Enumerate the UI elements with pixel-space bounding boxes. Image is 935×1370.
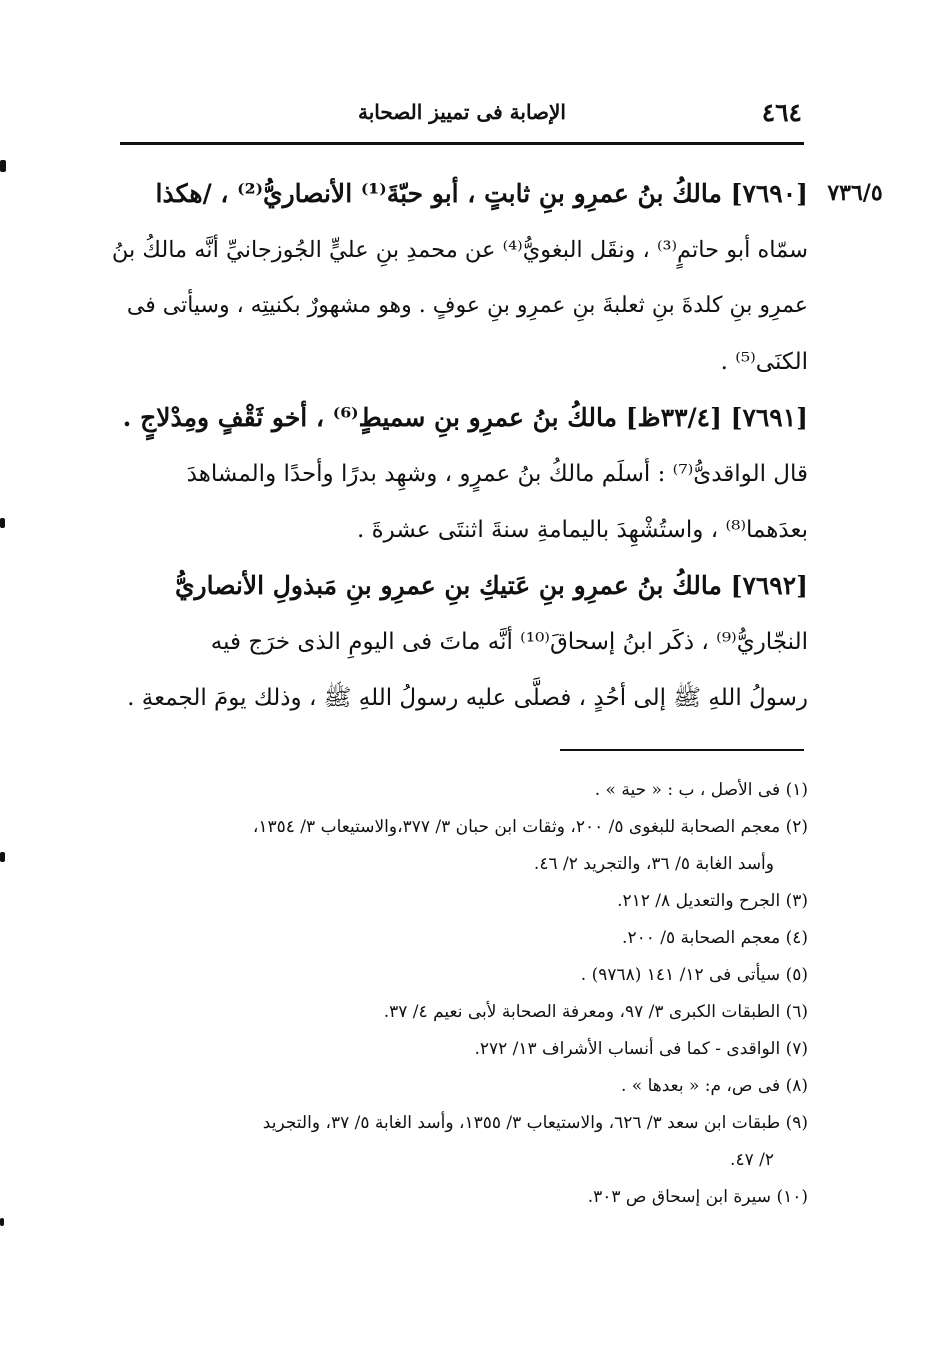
footnote-9: (٩) طبقات ابن سعد ٣/ ٦٢٦، والاستيعاب ٣/ ١٣٥٥، وأسد الغابة ٥/ ٣٧، والتجريد: [262, 1113, 808, 1133]
footnote-9-continued: ٢/ ٤٧.: [730, 1150, 774, 1170]
footnote-4: (٤) معجم الصحابة ٥/ ٢٠٠.: [622, 928, 808, 948]
scan-mark: [0, 852, 5, 862]
scan-mark: [0, 518, 5, 528]
entry-7692-line-1: [٧٦٩٢] مالكُ بنُ عمرِو بنِ عَتيكِ بنِ عمرِو بنِ مَبذولِ الأنصاريُّ: [174, 571, 808, 600]
footnote-7: (٧) الواقدى - كما فى أنساب الأشراف ١٣/ ٢٧٢.: [474, 1039, 808, 1059]
footnote-separator: [560, 749, 804, 751]
book-title: الإصابة فى تمييز الصحابة: [358, 100, 566, 124]
footnote-2: (٢) معجم الصحابة للبغوى ٥/ ٢٠٠، وثقات ابن حبان ٣/ ٣٧٧،والاستيعاب ٣/ ١٣٥٤،: [252, 817, 808, 837]
footnote-8: (٨) فى ص، م: « بعدها » .: [620, 1076, 808, 1096]
running-head: [118, 98, 806, 134]
scan-mark: [0, 160, 6, 172]
footnote-1: (١) فى الأصل ، ب : « حية » .: [594, 780, 808, 800]
footnote-10: (١٠) سيرة ابن إسحاق ص ٣٠٣.: [587, 1187, 808, 1207]
footnote-3: (٣) الجرح والتعديل ٨/ ٢١٢.: [617, 891, 808, 911]
page-number: ٤٦٤: [761, 98, 802, 127]
entry-7692-line-2: النجّاريُّ⁽⁹⁾ ، ذكَر ابنُ إسحاقَ⁽¹⁰⁾ أنَّه ماتَ فى اليومِ الذى خرَج فيه: [210, 629, 808, 655]
entry-7692-line-3: رسولُ اللهِ ﷺ إلى أحُدٍ ، فصلَّى عليه رسولُ اللهِ ﷺ ، وذلك يومَ الجمعةِ .: [127, 685, 808, 711]
entry-7690-line-1: [٧٦٩٠] مالكُ بنُ عمرِو بنِ ثابتٍ ، أبو حبّةَ⁽¹⁾ الأنصاريُّ⁽²⁾ ، /هكذا: [155, 179, 808, 208]
entry-7690-line-3: عمرِو بنِ كلدةَ بنِ ثعلبةَ بنِ عمرِو بنِ عوفٍ . وهو مشهورٌ بكنيتِه ، وسيأتى فى: [126, 293, 808, 318]
entry-7690-line-2: سمّاه أبو حاتمٍ⁽³⁾ ، ونقَل البغويُّ⁽⁴⁾ عن محمدِ بنِ عليٍّ الجُوزجانيِّ أنَّه مالكُ بنُ: [111, 237, 808, 263]
margin-volume-page-reference: ٧٣٦/٥: [827, 180, 883, 206]
footnote-5: (٥) سيأتى فى ١٢/ ١٤١ (٩٧٦٨) .: [580, 965, 808, 985]
footnote-2-continued: وأسد الغابة ٥/ ٣٦، والتجريد ٢/ ٤٦.: [533, 854, 774, 874]
scan-mark: [0, 1218, 4, 1226]
header-rule: [120, 142, 804, 145]
footnote-6: (٦) الطبقات الكبرى ٣/ ٩٧، ومعرفة الصحابة لأبى نعيم ٤/ ٣٧.: [383, 1002, 808, 1022]
main-text: [112, 166, 808, 726]
entry-7691-line-2: قال الواقدىُّ⁽⁷⁾ : أسلَم مالكُ بنُ عمرٍو ، وشهِد بدرًا وأحدًا والمشاهدَ: [186, 461, 808, 487]
entry-7691-line-1: [٧٦٩١] [٣٣/٤ظ] مالكُ بنُ عمرِو بنِ سميطٍ⁽⁶⁾ ، أخو ثَقْفٍ ومِدْلاجٍ .: [122, 403, 808, 432]
entry-7690-line-4: الكنَى⁽⁵⁾ .: [720, 349, 808, 375]
entry-7691-line-3: بعدَهما⁽⁸⁾ ، واستُشْهِدَ باليمامةِ سنةَ اثنتَى عشرةَ .: [356, 517, 808, 543]
footnotes: [112, 772, 808, 1216]
